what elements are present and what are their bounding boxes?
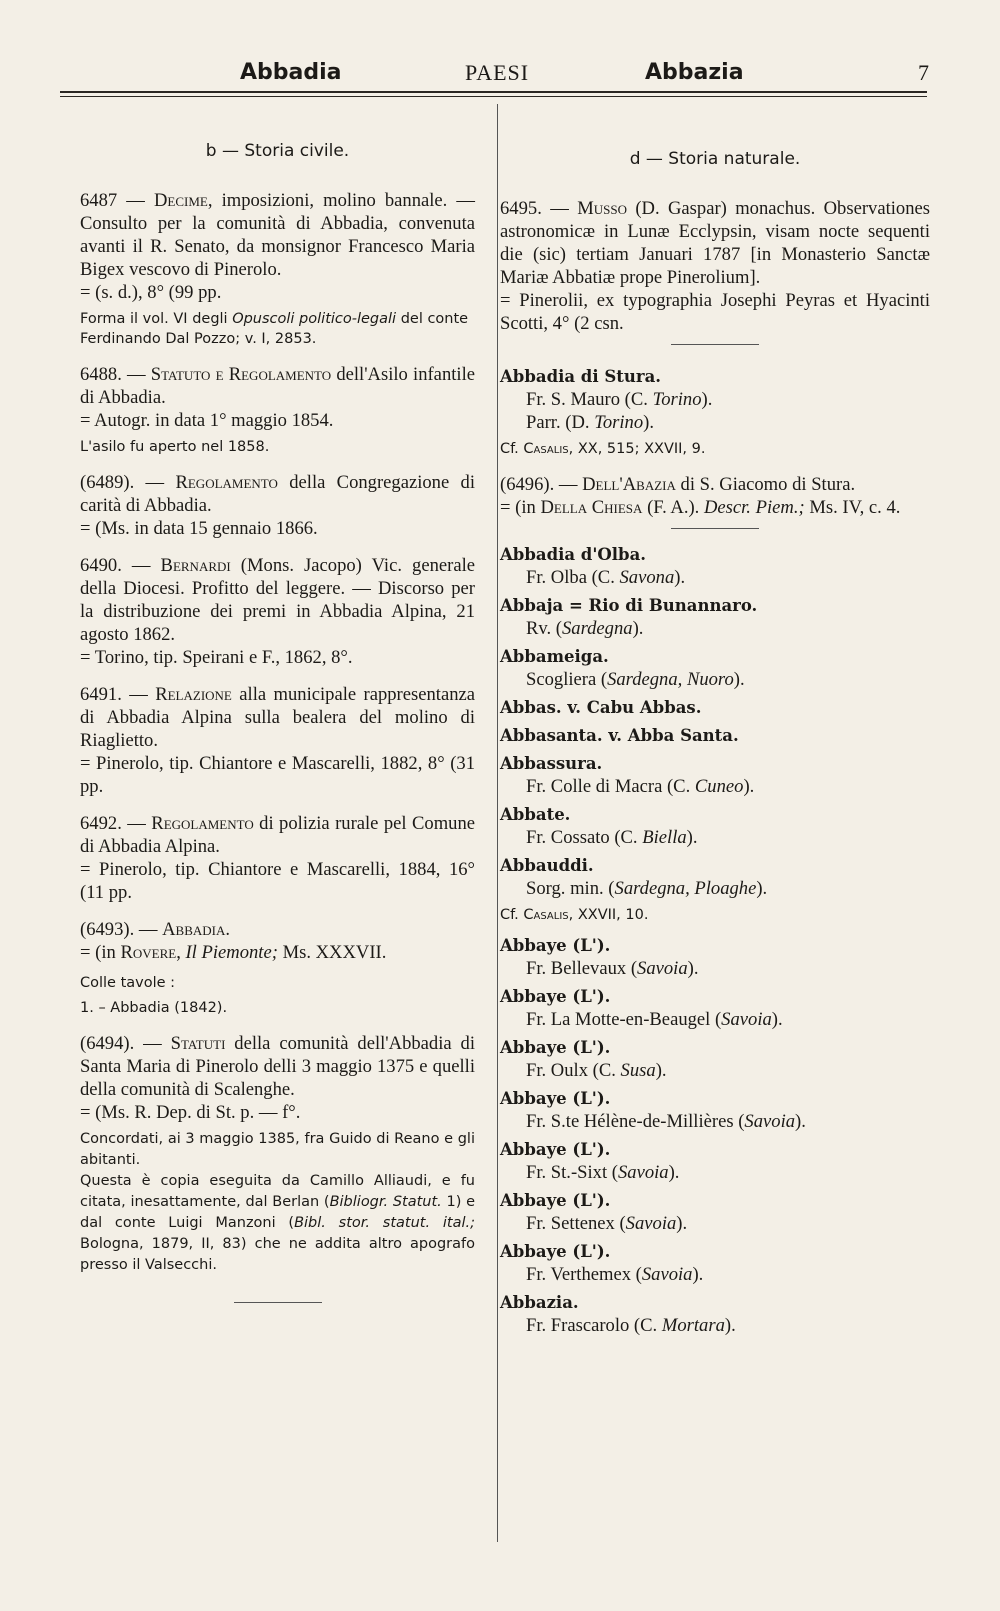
entry-6492: 6492. — Regolamento di polizia rurale pel Comune di Abbadia Alpina. = Pinerolo, tip. Chiantore e Mascarelli, 1884, 16° (11 pp. (80, 813, 476, 903)
list-item: Abbasanta. v. Abba Santa. (500, 726, 739, 745)
list-item: Abbaye (L'). Fr. Verthemex (Savoia). (500, 1242, 704, 1285)
entry-6494: (6494). — Statuti della comunità dell'Abbadia di Santa Maria di Pinerolo delli 3 maggio 1375 e quelli della comunità di Scalenghe. = (Ms. R. Dep. di St. p. — f°. Concordati, ai 3 maggio 1385, fra Guido di Reano e gli abitanti. Questa è copia eseguita da Camillo Alliaudi, e fu citata, inesattamente, dal Berlan (Bibliogr. Statut. 1) e dal conte Luigi Manzoni (Bibl. stor. statut. ital.; Bologna, 1879, II, 83) che ne addita altro apografo presso il Valsecchi. (80, 1033, 476, 1273)
gazetteer-entries (500, 543, 930, 1337)
right-column (500, 148, 930, 1337)
list-item: Abbaye (L'). Fr. St.-Sixt (Savoia). (500, 1140, 680, 1183)
page-number: 7 (918, 60, 929, 85)
column-divider (497, 104, 498, 1542)
list-item: Abbaja = Rio di Bunannaro. Rv. (Sardegna). (500, 596, 758, 639)
entry-6489: (6489). — Regolamento della Congregazione di carità di Abbadia. = (Ms. in data 15 gennaio 1866. (80, 472, 476, 539)
list-item: Abbaye (L'). Fr. La Motte-en-Beaugel (Savoia). (500, 987, 783, 1030)
left-column (80, 140, 475, 1303)
header-right-word: Abbazia (645, 60, 744, 85)
list-item: Abbate. Fr. Cossato (C. Biella). (500, 805, 698, 848)
entry-6487: 6487 — Decime, imposizioni, molino bannale. — Consulto per la comunità di Abbadia, convenuta avanti il R. Senato, da monsignor Francesco Maria Bigex vescovo di Pinerolo. = (s. d.), 8° (99 pp. Forma il vol. VI degli Opuscoli politico-legali del conte Ferdinando Dal Pozzo; v. I, 2853. (80, 190, 476, 347)
list-item: Abbaye (L'). Fr. Oulx (C. Susa). (500, 1038, 667, 1081)
header-middle-word: PAESI (465, 60, 530, 85)
header-rule-thin (60, 96, 927, 97)
end-rule (234, 1302, 322, 1303)
header-left-word: Abbadia (240, 60, 342, 85)
list-item: Abbaye (L'). Fr. Settenex (Savoia). (500, 1191, 688, 1234)
list-item: Abbadia d'Olba. Fr. Olba (C. Savona). (500, 545, 686, 588)
list-item: Abbazia. Fr. Frascarolo (C. Mortara). (500, 1293, 736, 1336)
list-item: Abbassura. Fr. Colle di Macra (C. Cuneo). (500, 754, 755, 797)
entry-6488: 6488. — Statuto e Regolamento dell'Asilo infantile di Abbadia. = Autogr. in data 1° maggio 1854. L'asilo fu aperto nel 1858. (80, 364, 475, 455)
section-title-storia-civile: b — Storia civile. (205, 141, 350, 161)
list-item: Abbameiga. Scogliera (Sardegna, Nuoro). (500, 647, 745, 690)
cf-note: Cf. Casalis, XXVII, 10. (500, 907, 649, 923)
list-item: Abbaye (L'). Fr. S.te Hélène-de-Millières (Savoia). (500, 1089, 806, 1132)
entry-6495: 6495. — Musso (D. Gaspar) monachus. Observationes astronomicæ in Lunæ Ecclypsin, visam nocte sequenti die (sic) tertiam Januari 1787 [in Monasterio Sanctæ Mariæ Abbatiæ prope Pinerolium]. = Pinerolii, ex typographia Josephi Peyras et Hyacinti Scotti, 4° (2 csn. (500, 198, 930, 334)
list-item: Abbaye (L'). Fr. Bellevaux (Savoia). (500, 936, 699, 979)
section-title-storia-naturale: d — Storia naturale. (629, 149, 801, 169)
entry-6496: (6496). — Dell'Abazia di S. Giacomo di Stura. = (in Della Chiesa (F. A.). Descr. Piem.; Ms. IV, c. 4. (500, 474, 901, 518)
list-item: Abbas. v. Cabu Abbas. (500, 698, 702, 717)
entry-6490: 6490. — Bernardi (Mons. Jacopo) Vic. generale della Diocesi. Profitto del leggere. — Discorso per la distribuzione dei premi in Abbadia Alpina, 21 agosto 1862. = Torino, tip. Speirani e F., 1862, 8°. (80, 555, 475, 668)
entry-abbadia-di-stura: Abbadia di Stura. Fr. S. Mauro (C. Torino). Parr. (D. Torino). Cf. Casalis, XX, 515; XXVII, 9. (500, 367, 713, 457)
header-rule-thick (60, 91, 927, 93)
entry-6491: 6491. — Relazione alla municipale rappresentanza di Abbadia Alpina sulla bealera del molino di Riaglietto. = Pinerolo, tip. Chiantore e Mascarelli, 1882, 8° (31 pp. (80, 684, 475, 797)
entry-6493: (6493). — Abbadia. = (in Rovere, Il Piemonte; Ms. XXXVII. Colle tavole : 1. – Abbadia (1842). (80, 919, 387, 1016)
list-item: Abbauddi. Sorg. min. (Sardegna, Ploaghe). (500, 856, 768, 899)
